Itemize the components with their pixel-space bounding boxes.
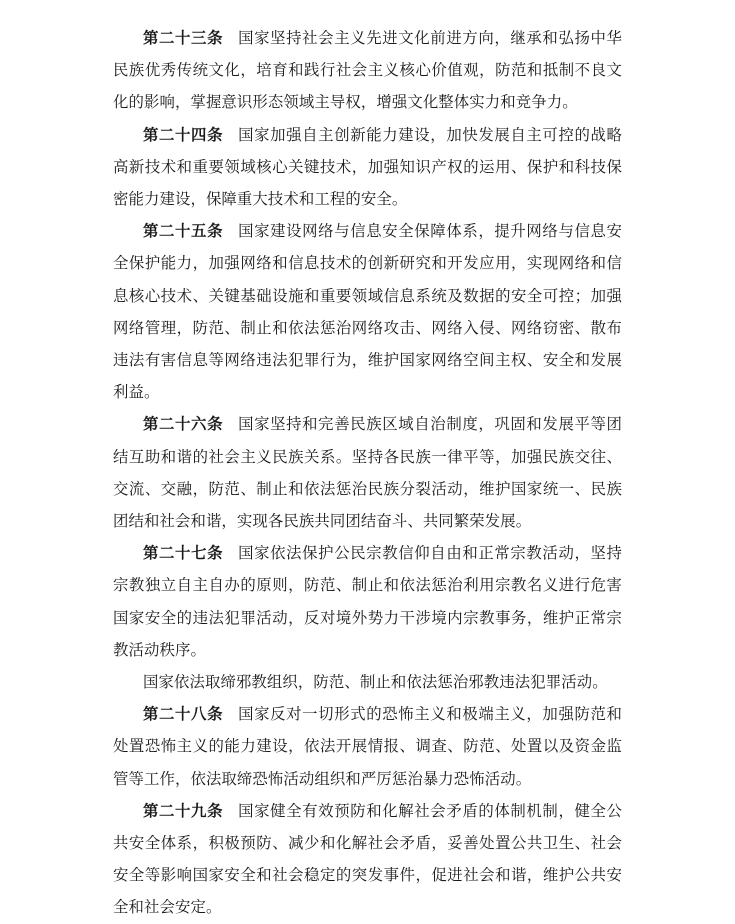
article-27-second-paragraph — [113, 666, 622, 698]
article-number: 第二十八条 — [143, 705, 224, 724]
article-28-paragraph — [113, 698, 622, 795]
article-number: 第二十九条 — [143, 801, 224, 820]
article-27-paragraph — [113, 537, 622, 666]
article-number: 第二十六条 — [143, 415, 224, 434]
article-text: 国家加强自主创新能力建设，加快发展自主可控的战略高新技术和重要领域核心关键技术，加强知识产权的运用、保护和科技保密能力建设，保障重大技术和工程的安全。 — [113, 125, 622, 209]
article-text: 国家健全有效预防和化解社会矛盾的体制机制，健全公共安全体系，积极预防、减少和化解社会矛盾，妥善处置公共卫生、社会安全等影响国家安全和社会稳定的突发事件，促进社会和谐，维护公共安全和社会安定。 — [113, 801, 622, 917]
article-text: 国家建设网络与信息安全保障体系，提升网络与信息安全保护能力，加强网络和信息技术的创新研究和开发应用，实现网络和信息核心技术、关键基础设施和重要领域信息系统及数据的安全可控；加强网络管理，防范、制止和依法惩治网络攻击、网络入侵、网络窃密、散布违法有害信息等网络违法犯罪行为，维护国家网络空间主权、安全和发展利益。 — [113, 222, 622, 402]
article-23-paragraph — [113, 22, 622, 119]
article-text: 国家反对一切形式的恐怖主义和极端主义，加强防范和处置恐怖主义的能力建设，依法开展情报、调查、防范、处置以及资金监管等工作，依法取缔恐怖活动组织和严厉惩治暴力恐怖活动。 — [113, 705, 622, 788]
article-text: 国家坚持社会主义先进文化前进方向，继承和弘扬中华民族优秀传统文化，培育和践行社会主义核心价值观，防范和抵制不良文化的影响，掌握意识形态领域主导权，增强文化整体实力和竞争力。 — [113, 29, 622, 112]
article-29-paragraph — [113, 795, 622, 924]
article-26-paragraph — [113, 408, 622, 537]
article-number: 第二十七条 — [143, 544, 224, 563]
article-text: 国家依法取缔邪教组织，防范、制止和依法惩治邪教违法犯罪活动。 — [143, 673, 608, 692]
article-number: 第二十四条 — [143, 125, 224, 144]
article-text: 国家依法保护公民宗教信仰自由和正常宗教活动，坚持宗教独立自主自办的原则，防范、制止和依法惩治利用宗教名义进行危害国家安全的违法犯罪活动，反对境外势力干涉境内宗教事务，维护正常宗教活动秩序。 — [113, 544, 622, 659]
article-number: 第二十三条 — [143, 29, 224, 47]
article-25-paragraph — [113, 215, 622, 408]
article-text: 国家坚持和完善民族区域自治制度，巩固和发展平等团结互助和谐的社会主义民族关系。坚持各民族一律平等，加强民族交往、交流、交融，防范、制止和依法惩治民族分裂活动，维护国家统一、民族团结和社会和谐，实现各民族共同团结奋斗、共同繁荣发展。 — [113, 415, 622, 531]
article-24-paragraph — [113, 119, 622, 216]
article-number: 第二十五条 — [143, 222, 224, 241]
document-page — [113, 22, 622, 924]
